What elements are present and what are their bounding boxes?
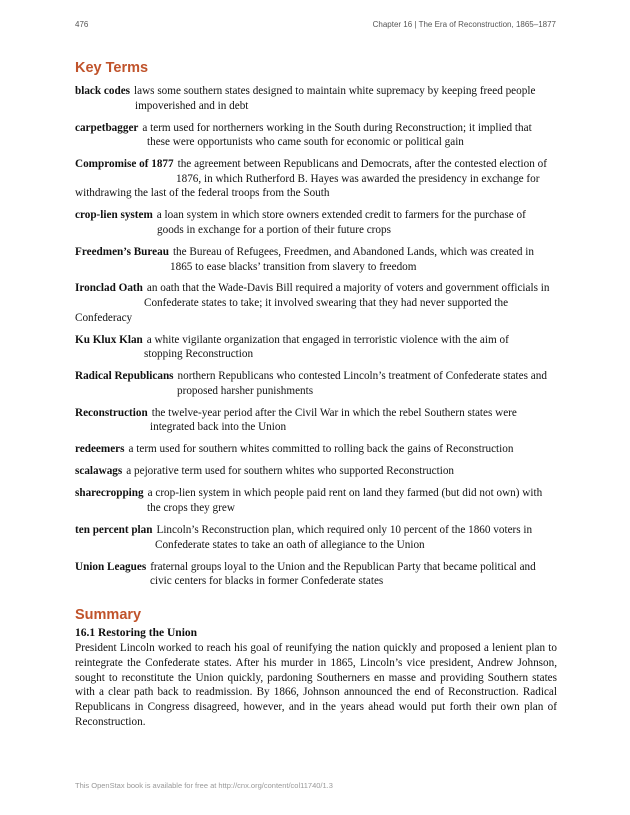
term-label: Union Leagues	[75, 560, 147, 573]
term-definition-cont: goods in exchange for a portion of their future crops	[157, 223, 391, 236]
term-definition: northern Republicans who contested Lincoln’s treatment of Confederate states and	[177, 370, 547, 383]
term-definition-cont: integrated back into the Union	[150, 421, 287, 434]
term-definition-cont: impoverished and in debt	[135, 99, 249, 112]
term-entry	[75, 245, 555, 274]
term-label: carpetbagger	[75, 121, 139, 134]
term-definition: laws some southern states designed to maintain white supremacy by keeping freed people	[134, 85, 536, 97]
page-number: 476	[75, 20, 89, 29]
term-entry	[75, 560, 555, 589]
term-definition-cont: withdrawing the last of the federal troops from the South	[75, 187, 330, 200]
term-entry	[75, 333, 555, 362]
term-label: scalawags	[75, 465, 123, 478]
term-label: Compromise of 1877	[75, 158, 174, 171]
term-label: Radical Republicans	[75, 370, 174, 383]
term-label: black codes	[75, 85, 131, 97]
term-definition-cont: Confederate states to take an oath of allegiance to the Union	[155, 538, 425, 551]
term-entry	[75, 281, 555, 325]
term-definition-cont: Confederate states to take; it involved swearing that they had never supported the	[144, 297, 509, 310]
term-label: Freedmen’s Bureau	[75, 245, 169, 258]
term-label: Ku Klux Klan	[75, 333, 143, 346]
chapter-header: Chapter 16 | The Era of Reconstruction, 1865–1877	[372, 20, 556, 29]
term-definition: a term used for northerners working in the South during Reconstruction; it implied that	[142, 121, 532, 134]
summary-heading: Summary	[75, 607, 142, 623]
term-entry	[75, 406, 555, 435]
term-definition-cont: civic centers for blacks in former Confederate states	[150, 575, 384, 588]
term-label: Ironclad Oath	[75, 282, 143, 295]
term-definition: the agreement between Republicans and Democrats, after the contested election of	[177, 158, 547, 171]
term-entry	[75, 84, 555, 113]
term-definition: an oath that the Wade-Davis Bill required a majority of voters and government officials in	[146, 282, 550, 295]
term-definition-cont: stopping Reconstruction	[144, 348, 254, 361]
term-label: crop-lien system	[75, 209, 153, 222]
term-entry	[75, 208, 555, 237]
term-definition-cont: proposed harsher punishments	[177, 384, 314, 397]
summary-subheading: 16.1 Restoring the Union	[75, 627, 198, 639]
term-definition-cont: 1876, in which Rutherford B. Hayes was awarded the presidency in exchange for	[176, 172, 540, 185]
term-label: ten percent plan	[75, 523, 153, 536]
term-label: Reconstruction	[75, 406, 148, 419]
footer-note: This OpenStax book is available for free at http://cnx.org/content/col11740/1.3	[75, 781, 333, 790]
term-definition: a term used for southern whites committed to rolling back the gains of Reconstruction	[128, 443, 514, 456]
term-definition: a loan system in which store owners extended credit to farmers for the purchase of	[156, 209, 526, 222]
term-label: redeemers	[75, 443, 125, 456]
term-entry	[75, 442, 555, 457]
summary-paragraph: President Lincoln worked to reach his goal of reunifying the nation quickly and proposed a lenient plan to reintegrate the Confederate states. After his murder in 1865, Lincoln’s vice president, Andrew Johnson, sought to reconstitute the Union quickly, pardoning Southerners en masse and providing Southern states with a clear path back to readmission. By 1866, Johnson announced the end of Reconstruction. Radical Republicans in Congress disagreed, however, and in the years ahead would put forth their own plan of Reconstruction.	[75, 642, 557, 728]
term-definition-cont: 1865 to ease blacks’ transition from slavery to freedom	[170, 260, 417, 273]
term-entry	[75, 157, 555, 201]
term-definition-cont: these were opportunists who came south for economic or political gain	[147, 136, 464, 149]
term-definition: fraternal groups loyal to the Union and the Republican Party that became political and	[150, 560, 536, 573]
term-entry	[75, 486, 555, 515]
term-definition: Lincoln’s Reconstruction plan, which required only 10 percent of the 1860 voters in	[156, 523, 533, 536]
key-terms-list	[75, 84, 555, 596]
term-label: sharecropping	[75, 487, 144, 500]
term-entry	[75, 464, 555, 479]
term-definition: a pejorative term used for southern whites who supported Reconstruction	[126, 465, 455, 478]
term-definition-cont: Confederacy	[75, 311, 133, 324]
term-definition: the Bureau of Refugees, Freedmen, and Abandoned Lands, which was created in	[172, 245, 534, 258]
term-entry	[75, 523, 555, 552]
key-terms-heading: Key Terms	[75, 60, 149, 76]
term-definition: a crop-lien system in which people paid rent on land they farmed (but did not own) with	[147, 487, 543, 500]
term-entry	[75, 121, 555, 150]
term-entry	[75, 369, 555, 398]
term-definition: a white vigilante organization that engaged in terroristic violence with the aim of	[146, 333, 509, 346]
term-definition: the twelve-year period after the Civil War in which the rebel Southern states were	[151, 406, 517, 419]
term-definition-cont: the crops they grew	[147, 501, 235, 514]
